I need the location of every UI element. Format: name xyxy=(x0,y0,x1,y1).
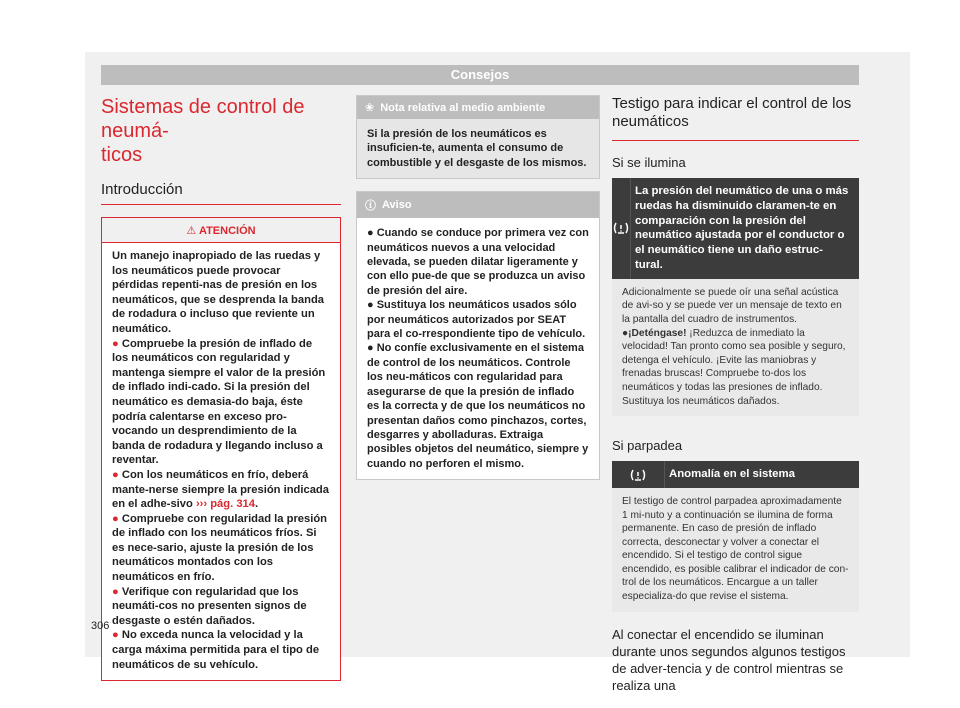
subsection-title: Introducción xyxy=(101,181,341,205)
warning-triangle-icon: ⚠ xyxy=(186,225,197,237)
warning-body xyxy=(102,243,340,680)
notice-body xyxy=(357,218,599,479)
environment-note-header: ❀ Nota relativa al medio ambiente xyxy=(357,96,599,119)
body-paragraph: Al conectar el encendido se iluminan durante unos segundos algunos testigos de adver-tencia y de control mientras se realiza una xyxy=(612,626,846,693)
environment-note xyxy=(356,95,600,179)
notice-bullet: ● Cuando se conduce por primera vez con neumáticos nuevos a una velocidad elevada, se pueden dilatar ligeramente y con ello pue-de que se produzca un aviso de presión del aire. xyxy=(367,227,589,297)
info-icon: ⓘ xyxy=(365,200,376,213)
warning-label: ATENCIÓN xyxy=(198,225,256,237)
lit-description-text: La presión del neumático de una o más ruedas ha disminuido claramen-te en comparación con la presión del neumático ajustada por el conductor o el neumático tiene un daño estruc-tural. xyxy=(630,178,859,279)
tire-pressure-icon xyxy=(612,178,630,279)
middle-column xyxy=(356,95,600,480)
right-title: Testigo para indicar el control de los neumáticos xyxy=(612,95,859,141)
lit-caption: Si se ilumina xyxy=(612,155,686,170)
lit-details: Adicionalmente se puede oír una señal acústica de avi-so y se puede ver un mensaje de texto en la pantalla del cuadro de instrumentos. ●¡Deténgase! ¡Reduzca de inmediato la velocidad! Tan pronto como sea posible y seguro, detenga el vehículo. ¡Evite las maniobras y frenadas bruscas! Compruebe to-dos los neumáticos y todas las presiones de inflado. Sustituya los neumáticos dañados. xyxy=(612,279,859,416)
leaf-icon: ❀ xyxy=(365,102,375,114)
blink-caption: Si parpadea xyxy=(612,438,683,454)
tire-pressure-icon xyxy=(612,461,664,488)
blink-description-text: Anomalía en el sistema xyxy=(664,461,805,488)
warning-box xyxy=(101,217,341,681)
section-header: Consejos xyxy=(101,65,859,85)
blink-description xyxy=(612,461,859,488)
notice-header: ⓘ Aviso xyxy=(357,192,599,218)
environment-note-body: Si la presión de los neumáticos es insuficien-te, aumenta el consumo de combustible y el desgaste de los mismos. xyxy=(357,119,599,178)
section-title: Sistemas de control de neumá- ticos xyxy=(101,96,305,166)
notice-bullet: ● Sustituya los neumáticos usados sólo por neumáticos autorizados por SEAT para el co-rrespondiente tipo de vehículo. xyxy=(367,299,586,341)
notice-box xyxy=(356,191,600,480)
warning-intro: Un manejo inapropiado de las ruedas y los neumáticos puede provocar pérdidas repenti-nas de presión en los neumáticos, que se desprenda la banda de rodadura o incluso que reviente un neumático. xyxy=(112,250,325,335)
warning-bullet: ● Compruebe con regularidad la presión de inflado con los neumáticos fríos. Si es nece-sario, ajuste la presión de los neumáticos montados con los neumáticos en frío. xyxy=(112,512,328,584)
lit-description xyxy=(612,178,859,279)
warning-header xyxy=(102,218,340,243)
warning-bullet: ● No exceda nunca la velocidad y la carga máxima permitida para el tipo de neumáticos de su vehículo. xyxy=(112,629,320,671)
stop-icon: ● xyxy=(622,327,629,339)
warning-bullet: ● Con los neumáticos en frío, deberá mante-nerse siempre la presión indicada en el adhe-sivo ››› pág. 314. xyxy=(112,468,329,511)
page-reference-link[interactable]: ››› pág. 314 xyxy=(195,498,255,511)
page-number: 306 xyxy=(91,620,110,632)
blink-details: El testigo de control parpadea aproximadamente 1 mi-nuto y a continuación se ilumina de forma permanente. En caso de presión de inflado correcta, desconectar y volver a conectar el encendido. Si el testigo de control sigue encendido, es posible calibrar el indicador de con-trol de los neumáticos. Encargue a un taller especializa-do que revise el sistema. xyxy=(612,488,859,612)
warning-bullet: ● Verifique con regularidad que los neumáti-cos no presenten signos de desgaste o estén dañados. xyxy=(112,585,307,627)
right-column xyxy=(612,95,859,694)
left-column xyxy=(101,95,341,681)
warning-bullet: ● Compruebe la presión de inflado de los neumáticos con regularidad y mantenga siempre el valor de la presión de inflado indi-cado. Si la presión del neumático es demasia-do baja, éste podría calentarse en exceso pro-vocando un desprendimiento de la banda de rodadura y llegando incluso a reventar. xyxy=(112,337,326,467)
notice-bullet: ● No confíe exclusivamente en el sistema de control de los neumáticos. Controle los neu-máticos con regularidad para asegurarse de que la presión de inflado es la correcta y de que los neumáticos no presentan daños como pinchazos, cortes, desgarres y abolladuras. Extraiga posibles objetos del neumático, siempre y cuando no perforen el mismo. xyxy=(367,342,589,470)
